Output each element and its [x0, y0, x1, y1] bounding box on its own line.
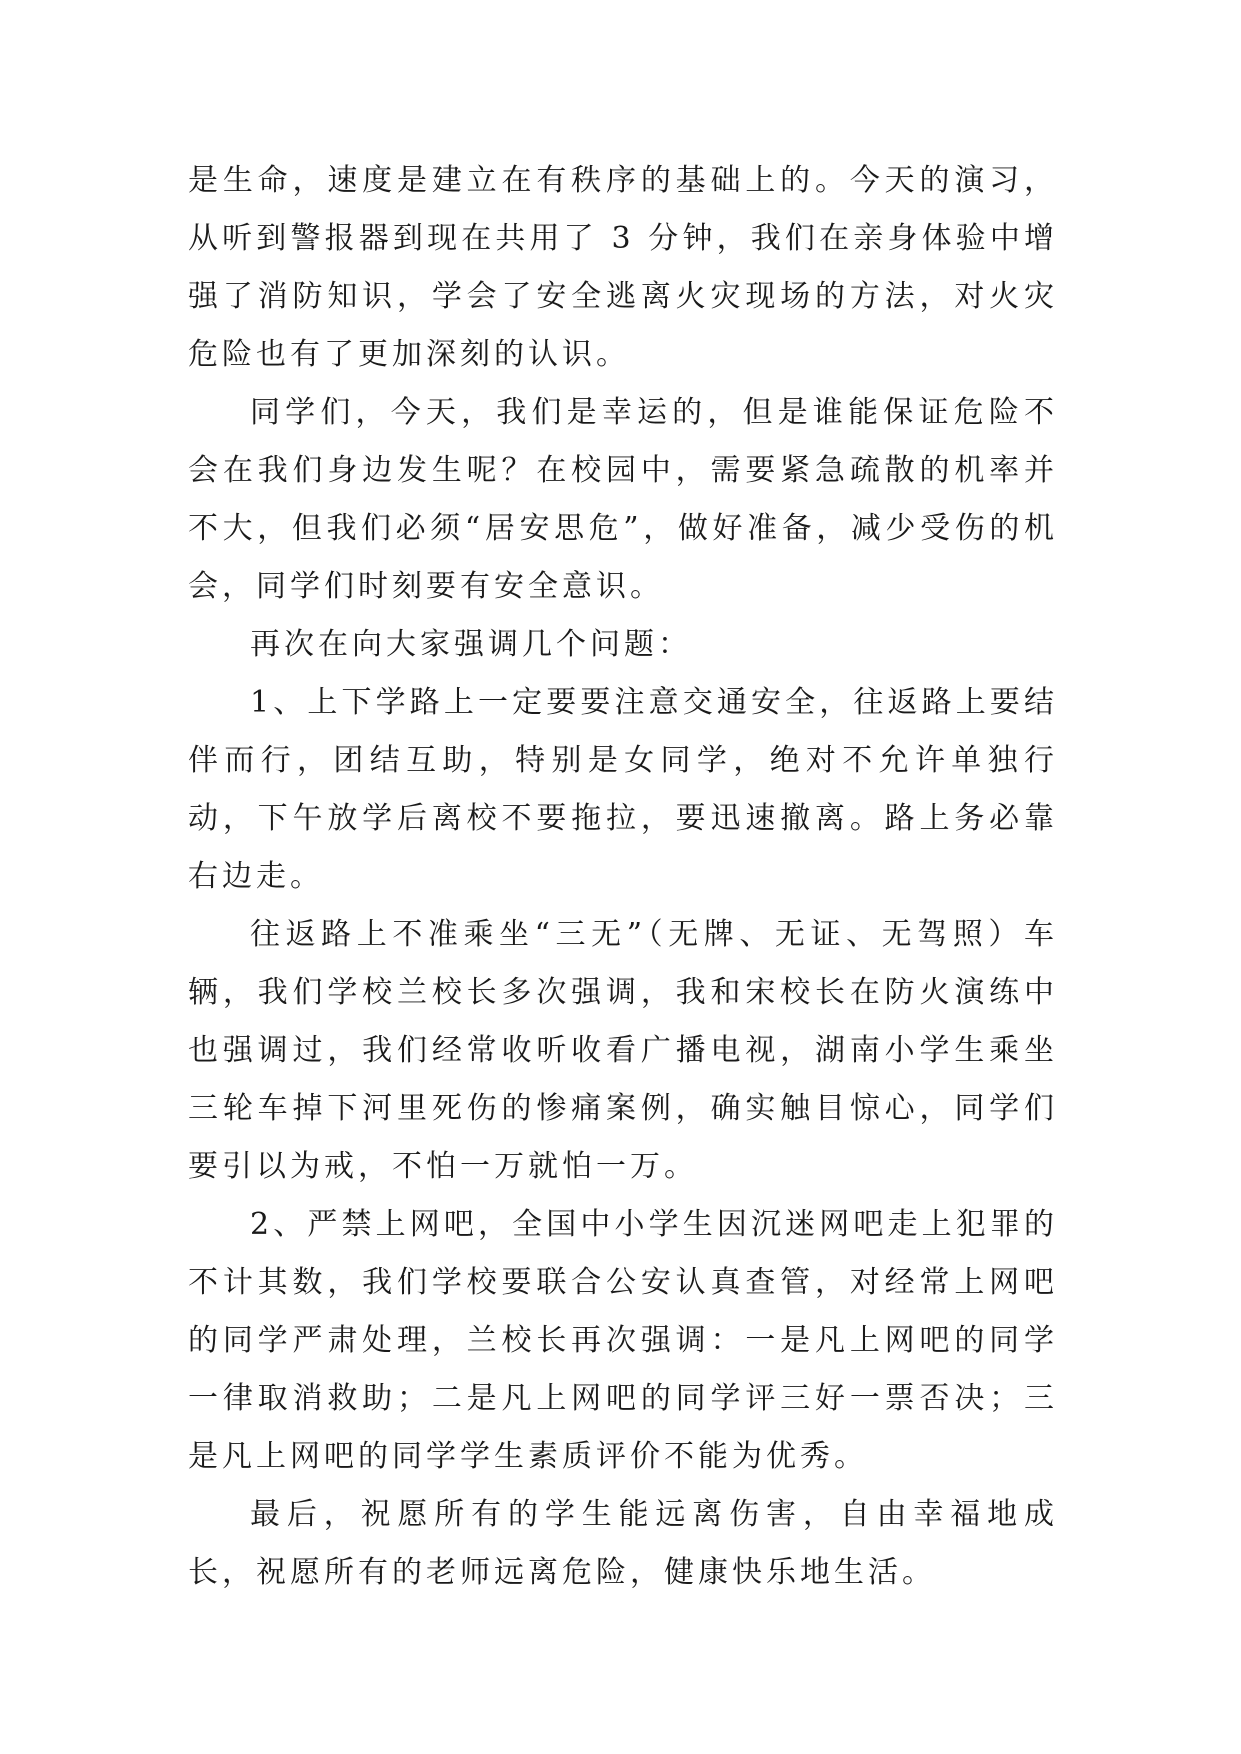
paragraph: 最后，祝愿所有的学生能远离伤害，自由幸福地成长，祝愿所有的老师远离危险，健康快乐地生活。: [188, 1497, 1058, 1590]
paragraph: 2、严禁上网吧，全国中小学生因沉迷网吧走上犯罪的不计其数，我们学校要联合公安认真查管，对经常上网吧的同学严肃处理，兰校长再次强调：一是凡上网吧的同学一律取消救助；二是凡上网吧的同学评三好一票否决；三是凡上网吧的同学学生素质评价不能为优秀。: [188, 1207, 1058, 1474]
document-body: [188, 152, 1058, 1602]
paragraph-continuation: 是生命，速度是建立在有秩序的基础上的。今天的演习，从听到警报器到现在共用了 3 分钟，我们在亲身体验中增强了消防知识，学会了安全逃离火灾现场的方法，对火灾危险也有了更加深刻的认识。: [188, 163, 1058, 372]
paragraph: 再次在向大家强调几个问题：: [250, 627, 692, 662]
paragraph: 往返路上不准乘坐“三无”（无牌、无证、无驾照）车辆，我们学校兰校长多次强调，我和宋校长在防火演练中也强调过，我们经常收听收看广播电视，湖南小学生乘坐三轮车掉下河里死伤的惨痛案例，确实触目惊心，同学们要引以为戒，不怕一万就怕一万。: [188, 917, 1058, 1184]
paragraph: 同学们，今天，我们是幸运的，但是谁能保证危险不会在我们身边发生呢？在校园中，需要紧急疏散的机率并不大，但我们必须“居安思危”，做好准备，减少受伤的机会，同学们时刻要有安全意识。: [188, 395, 1058, 604]
paragraph: 1、上下学路上一定要要注意交通安全，往返路上要结伴而行，团结互助，特别是女同学，绝对不允许单独行动，下午放学后离校不要拖拉，要迅速撤离。路上务必靠右边走。: [188, 685, 1058, 894]
